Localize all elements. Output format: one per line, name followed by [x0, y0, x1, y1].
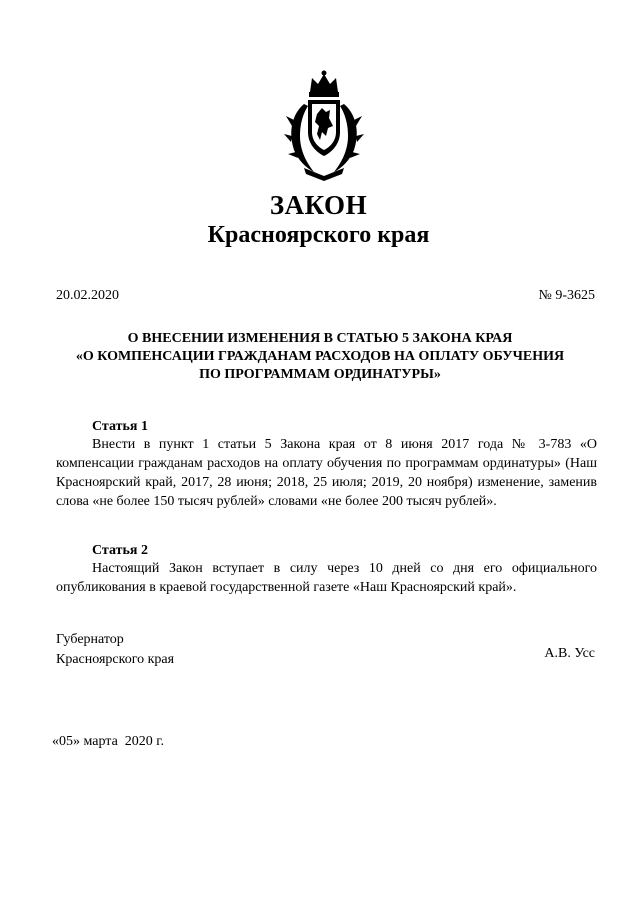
- document-type-title: ЗАКОН: [269, 190, 368, 220]
- document-number: № 9-3625: [538, 288, 595, 303]
- signing-date: «05» марта 2020 г.: [52, 734, 164, 749]
- article-2-text: Настоящий Закон вступает в силу через 10 дней со дня его официального опубликования в краевой государственной газете «Наш Красноярский край».: [56, 561, 597, 595]
- article-2-title: Статья 2: [92, 543, 148, 558]
- signatory-position: [56, 630, 174, 670]
- signatory-name: А.В. Усс: [544, 646, 595, 661]
- law-heading-line: «О КОМПЕНСАЦИИ ГРАЖДАНАМ РАСХОДОВ НА ОПЛАТУ ОБУЧЕНИЯ: [75, 349, 565, 364]
- law-heading-line: ПО ПРОГРАММАМ ОРДИНАТУРЫ»: [199, 367, 441, 382]
- law-heading: [46, 330, 594, 384]
- article-1-text: Внести в пункт 1 статьи 5 Закона края от 8 июня 2017 года № 3-783 «О компенсации гражданам расходов на оплату обучения по программам ординатуры» (Наш Красноярский край, 2017, 28 июня; 2018, 25 июля; 2019, 20 ноября) изменение, заменив слова «не более 150 тысяч рублей» словами «не более 200 тысяч рублей».: [56, 437, 597, 509]
- signatory-position-line: Губернатор: [56, 632, 124, 647]
- document-date: 20.02.2020: [56, 288, 119, 303]
- signatory-position-line: Красноярского края: [56, 652, 175, 667]
- document-issuer-subtitle: Красноярского края: [207, 222, 430, 248]
- article-1-title: Статья 1: [92, 419, 148, 434]
- law-heading-line: О ВНЕСЕНИИ ИЗМЕНЕНИЯ В СТАТЬЮ 5 ЗАКОНА КРАЯ: [127, 331, 513, 346]
- coat-of-arms-icon: [284, 70, 364, 182]
